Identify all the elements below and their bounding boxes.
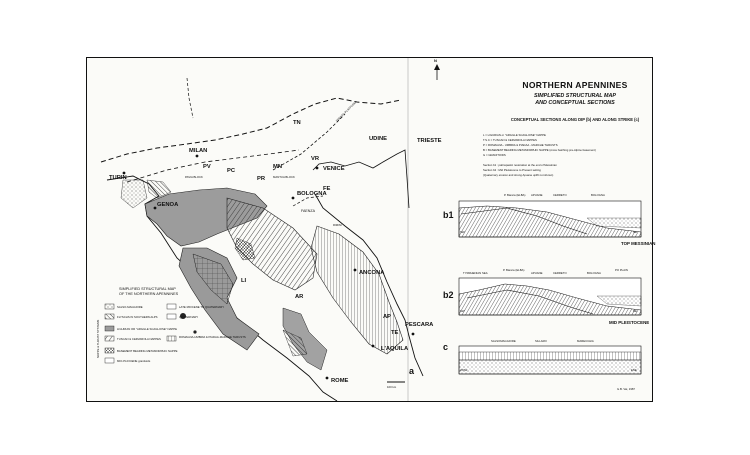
- b2-place-3: CERRETO: [553, 271, 567, 275]
- section-c-lower: [459, 360, 641, 374]
- legend-swatch-1: [167, 304, 176, 309]
- legend-item-1: LATE MIOCENE TO QUATERNARY: [179, 305, 225, 309]
- label-ap: AP: [383, 314, 392, 320]
- city-turin: TURIN: [109, 175, 127, 181]
- label-pavia-block: PAVIA BLOCK: [185, 175, 203, 179]
- city-ancona: ANCONA: [359, 270, 385, 276]
- quaternary-west: [121, 180, 147, 208]
- label-pc: PC: [227, 168, 236, 174]
- legend-item-8: MIO-PLIOCENE granitoids: [117, 359, 151, 363]
- city-dot-rome: [326, 377, 329, 380]
- section-b1-label: b1: [443, 210, 454, 220]
- section-c-upper: [459, 352, 641, 360]
- legend-swatch-2: [105, 314, 114, 319]
- b1-ne: NE: [633, 230, 637, 234]
- section-b1-title: TOP MESSINIAN: [621, 241, 656, 246]
- legend-item-2: FLYSCHS IN SOUTHERN ALPS: [117, 315, 158, 319]
- legend-item-6: ROMAGNA-UMBRIA & PIADAA-MARCHE THRUSTS: [179, 335, 246, 339]
- b2-place-2: APUANE: [531, 271, 543, 275]
- city-milan: MILAN: [189, 148, 208, 154]
- city-dot-venice: [316, 167, 319, 170]
- abbrev-2: P = ROMAGNA - UMBRIA & PIADAA - MARCHE THRUSTS: [483, 143, 558, 147]
- alpine-front-line: [101, 98, 401, 162]
- label-vr: VR: [311, 156, 320, 162]
- city-dot-laquila: [372, 345, 375, 348]
- legend-swatch-8: [105, 358, 114, 363]
- map-canvas: [87, 58, 656, 401]
- city-pescara: PESCARA: [405, 322, 434, 328]
- city-dot-turin: [123, 172, 126, 175]
- note-1: Section b2 : Mid Pleistocene to Present setting: [483, 168, 541, 172]
- city-dot-milan: [196, 155, 199, 158]
- label-fe: FE: [323, 186, 331, 192]
- legend-side-label: NAPPE & THRUST SYSTEMS: [96, 319, 100, 358]
- city-rome: ROME: [331, 378, 349, 384]
- b2-place-4: BOLOGNA: [587, 271, 601, 275]
- label-rimini: RIMINI: [333, 223, 342, 227]
- label-tn: TN: [293, 120, 301, 126]
- section-c-label: c: [443, 342, 449, 352]
- section-a-label: a: [409, 366, 415, 376]
- city-bologna: BOLOGNA: [297, 191, 327, 197]
- map-subtitle-2: AND CONCEPTUAL SECTIONS: [535, 100, 615, 106]
- legend-swatch-5: [105, 336, 114, 341]
- legend-item-3: QUATERNARY: [179, 315, 199, 319]
- label-mantua-block: MANTUA BLOCK: [273, 175, 295, 179]
- abbrev-1: T.S.C = TUSCAN & CERVAROLA NAPPES: [483, 138, 537, 142]
- c-place-1: SILLARO: [535, 339, 547, 343]
- city-dot-pescara: [412, 333, 415, 336]
- section-b2-label: b2: [443, 290, 454, 300]
- note-2: (Quaternary erosion and strong Apuane uplift not shown): [483, 173, 554, 177]
- b2-sw: SW: [460, 309, 465, 313]
- b1-place-2: CERRETO: [553, 193, 567, 197]
- b2-place-1: P. Bianca (ELBA): [503, 268, 525, 272]
- c-place-2: MARECCHIA: [577, 339, 594, 343]
- label-trento-platform: TRENTO PLATFORM: [334, 100, 357, 123]
- legend-title-line1: SIMPLIFIED STRUCTURAL MAP: [119, 287, 176, 291]
- label-te: TE: [391, 330, 399, 336]
- city-laquila: L'AQUILA: [381, 346, 409, 352]
- b1-place-3: BOLOGNA: [591, 193, 605, 197]
- sections-caption: CONCEPTUAL SECTIONS ALONG DIP (b) AND ALONG STRIKE (c): [510, 117, 640, 122]
- c-place-0: SALSOMAGGIORE: [491, 339, 516, 343]
- north-label: N: [434, 58, 437, 63]
- northern-boundary: [187, 78, 193, 118]
- island-small: [193, 330, 196, 333]
- label-mn: MN: [273, 164, 283, 170]
- legend-item-0: SALSO-MAGGIORE: [117, 305, 143, 309]
- city-faenza: FAENZA: [301, 209, 315, 213]
- legend-swatch-4: [105, 326, 114, 331]
- c-ene: ENE: [631, 368, 637, 372]
- scale-text: 100 km: [387, 385, 397, 389]
- city-venice: VENICE: [323, 166, 345, 172]
- legend-swatch-6: [167, 336, 176, 341]
- credit: G.B. Vai, 1987: [617, 387, 635, 391]
- note-0: Section b1 : palinspastic restoration at the end of Messinian: [483, 163, 557, 167]
- map-title: NORTHERN APENNINES: [522, 80, 628, 90]
- label-pr: PR: [257, 176, 266, 182]
- north-arrow-head: [434, 64, 440, 70]
- abbrev-4: G = GRANITOIDS: [483, 153, 506, 157]
- city-trieste: TRIESTE: [417, 138, 442, 144]
- city-genoa: GENOA: [157, 202, 179, 208]
- legend-title-line2: OF THE NORTHERN APENNINES: [119, 292, 179, 296]
- label-ar: AR: [295, 294, 304, 300]
- romagna-marche-thrusts: [311, 226, 403, 354]
- abbrev-3: B = BASEMENT BEARING METAMORPHIC NAPPE (cross hatching pre-Alpine basement): [483, 148, 596, 152]
- legend-swatch-7: [105, 348, 114, 353]
- b2-place-0: TYRRHENIAN SEA: [463, 271, 488, 275]
- map-sheet: [86, 57, 656, 402]
- abbrev-0: L = LIGURIAN or "ARGILLE SCAGLIOSE" NAPPE: [483, 133, 546, 137]
- label-pv: PV: [203, 164, 211, 170]
- b1-place-1: APUANE: [531, 193, 543, 197]
- legend-item-5: TUSCAN & CERVAROLA NAPPES: [117, 337, 161, 341]
- legend-swatch-3: [167, 314, 176, 319]
- right-panel: [434, 58, 655, 391]
- b1-place-0: P. Bianca (ELBA): [504, 193, 526, 197]
- northern-adriatic-coast: [313, 150, 409, 208]
- trento-platform-line: [273, 114, 345, 170]
- section-b2-title: MID PLEISTOCENE: [609, 320, 650, 325]
- map-subtitle-1: SIMPLIFIED STRUCTURAL MAP: [534, 93, 616, 99]
- city-dot-ancona: [354, 269, 357, 272]
- label-li: LI: [241, 278, 247, 284]
- legend-item-4: LIGURIAN OR "ARGILLE SCAGLIOSE" NAPPE: [117, 327, 177, 331]
- c-wnw: WNW: [460, 368, 468, 372]
- b2-ne: NE: [633, 309, 637, 313]
- legend-item-7: BASEMENT BEARING METAMORPHIC NAPPE: [117, 349, 178, 353]
- legend-swatch-0: [105, 304, 114, 309]
- city-udine: UDINE: [369, 136, 388, 142]
- b1-sw: SW: [460, 230, 465, 234]
- city-dot-genoa: [154, 207, 157, 210]
- city-dot-bologna: [292, 197, 295, 200]
- b2-place-5: PO PLAIN: [615, 268, 628, 272]
